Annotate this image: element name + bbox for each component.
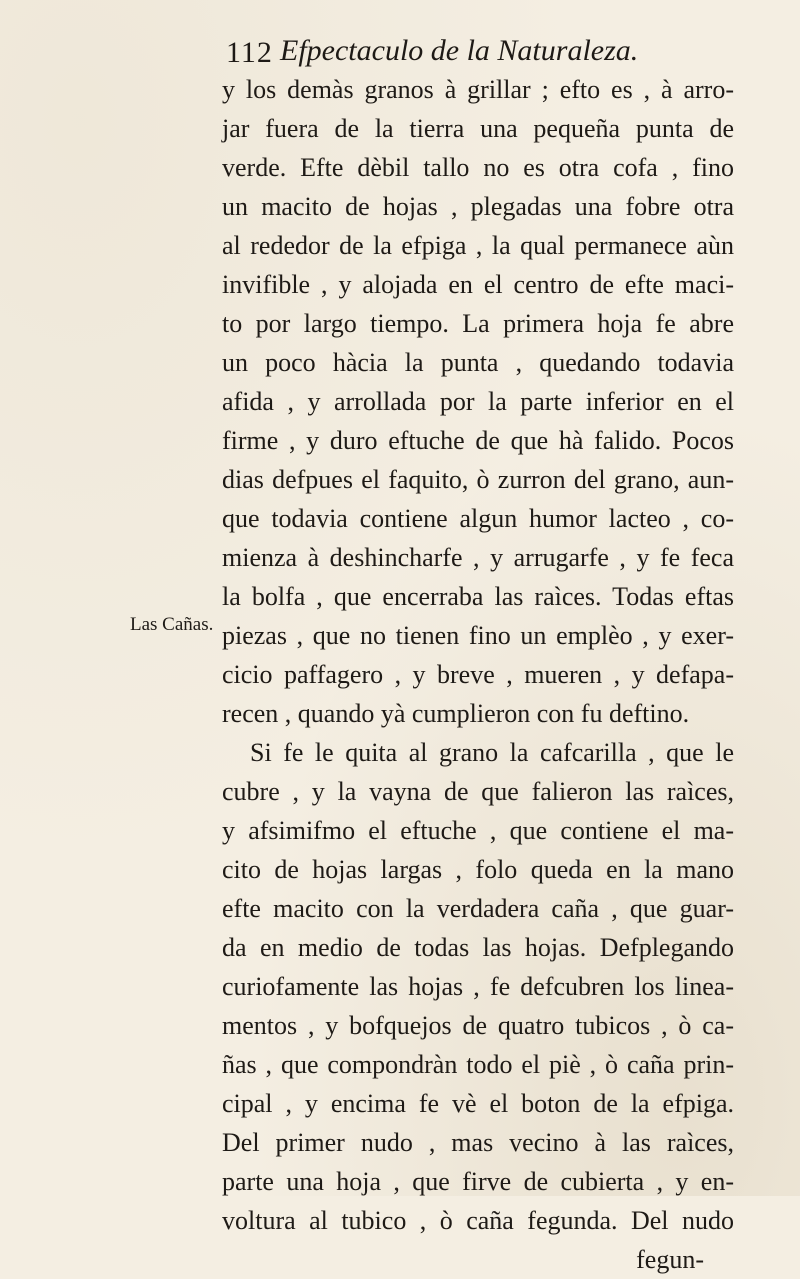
text-line: dias defpues el faquito, ò zurron del grano, aun-	[222, 465, 734, 494]
text-line: y afsimifmo el eftuche , que contiene el ma-	[222, 816, 734, 845]
text-line: to por largo tiempo. La primera hoja fe abre	[222, 309, 734, 338]
page-header	[226, 32, 666, 74]
text-line: voltura al tubico , ò caña fegunda. Del nudo	[222, 1206, 734, 1235]
text-line: verde. Efte dèbil tallo no es otra cofa , fino	[222, 153, 734, 182]
text-line: y los demàs granos à grillar ; efto es , à arro-	[222, 75, 734, 104]
text-line: recen , quando yà cumplieron con fu deftino.	[222, 699, 690, 728]
text-line: cicio paffagero , y breve , mueren , y defapa-	[222, 660, 734, 689]
text-line: ñas , que compondràn todo el piè , ò caña prin-	[222, 1050, 734, 1079]
text-line: Si fe le quita al grano la cafcarilla , que le	[250, 738, 734, 767]
text-line: cipal , y encima fe vè el boton de la efpiga.	[222, 1089, 734, 1118]
text-line: un macito de hojas , plegadas una fobre otra	[222, 192, 734, 221]
text-line: curiofamente las hojas , fe defcubren los linea-	[222, 972, 734, 1001]
margin-note: Las Cañas.	[130, 614, 214, 635]
text-line: invifible , y alojada en el centro de efte maci-	[222, 270, 734, 299]
page-number: 112	[226, 36, 273, 69]
body-text	[222, 70, 734, 1279]
catchword: fegun-	[636, 1245, 704, 1274]
text-line: jar fuera de la tierra una pequeña punta de	[222, 114, 734, 143]
text-line: cito de hojas largas , folo queda en la mano	[222, 855, 734, 884]
text-line: cubre , y la vayna de que falieron las raìces,	[222, 777, 734, 806]
text-line: Del primer nudo , mas vecino à las raìces,	[222, 1128, 734, 1157]
text-line: parte una hoja , que firve de cubierta , y en-	[222, 1167, 734, 1196]
running-title: Efpectaculo de la Naturaleza.	[280, 34, 639, 67]
text-line: afida , y arrollada por la parte inferior en el	[222, 387, 734, 416]
text-line: firme , y duro eftuche de que hà falido. Pocos	[222, 426, 734, 455]
text-line: la bolfa , que encerraba las raìces. Todas eftas	[222, 582, 734, 611]
text-line: que todavia contiene algun humor lacteo , co-	[222, 504, 734, 533]
text-line: mentos , y bofquejos de quatro tubicos , ò ca-	[222, 1011, 734, 1040]
text-line: mienza à deshincharfe , y arrugarfe , y fe feca	[222, 543, 734, 572]
text-line: al rededor de la efpiga , la qual permanece aùn	[222, 231, 734, 260]
text-line: piezas , que no tienen fino un emplèo , y exer-	[222, 621, 734, 650]
text-line: da en medio de todas las hojas. Defplegando	[222, 933, 734, 962]
text-line: efte macito con la verdadera caña , que guar-	[222, 894, 734, 923]
text-line: un poco hàcia la punta , quedando todavia	[222, 348, 734, 377]
